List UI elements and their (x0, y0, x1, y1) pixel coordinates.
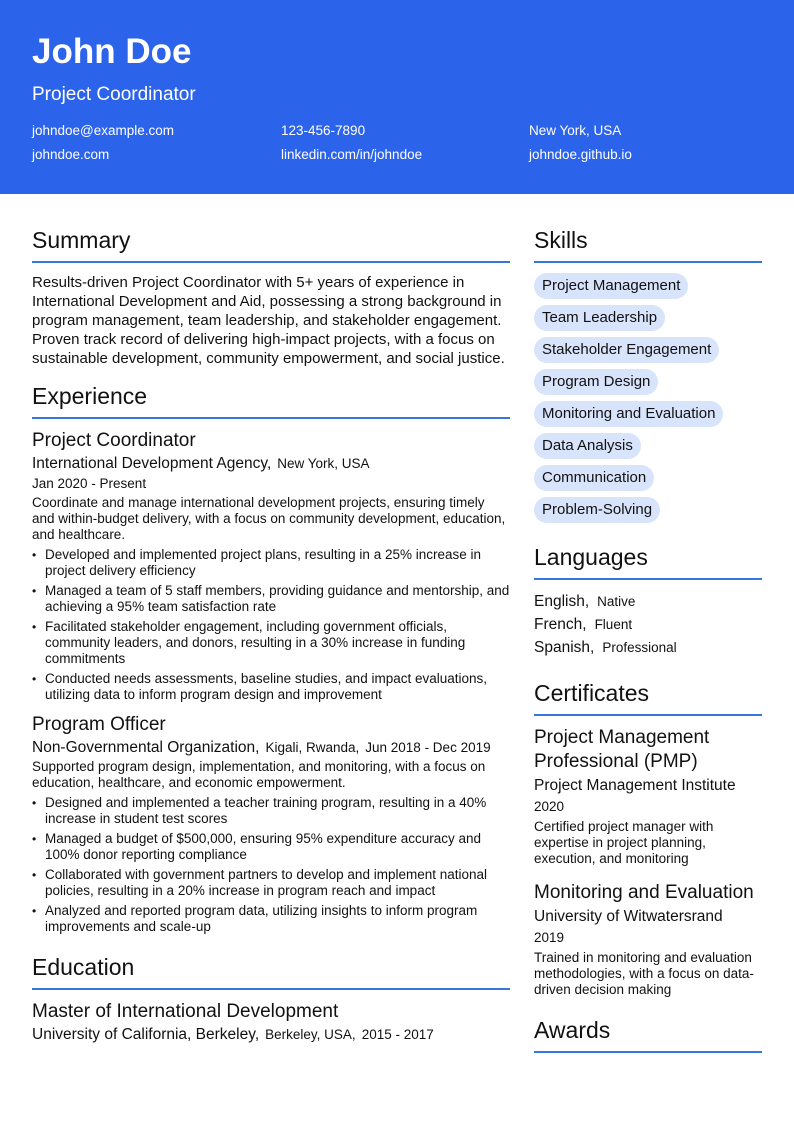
job-entry (32, 429, 510, 703)
education-meta (32, 1025, 510, 1044)
education-years: 2015 - 2017 (361, 1027, 434, 1042)
job-bullet: • Developed and implemented project plans, resulting in a 25% increase in project delivery efficiency (32, 547, 510, 579)
candidate-role: Project Coordinator (32, 84, 196, 105)
skill-chip: Team Leadership (534, 305, 665, 331)
languages-heading: Languages (534, 543, 762, 580)
certificate-name: Project Management Professional (PMP) (534, 727, 710, 772)
job-title: Project Coordinator (32, 430, 196, 451)
education-location: Berkeley, USA, (265, 1027, 356, 1042)
job-bullet: • Managed a budget of $500,000, ensuring 95% expenditure accuracy and 100% donor reporting compliance (32, 831, 510, 863)
job-bullet: • Conducted needs assessments, baseline studies, and impact evaluations, utilizing data to inform program design and improvement (32, 671, 510, 703)
skills-list (534, 273, 762, 529)
resume-header (0, 0, 794, 194)
skill-chip: Project Management (534, 273, 688, 299)
job-bullet: • Designed and implemented a teacher training program, resulting in a 40% increase in student test scores (32, 795, 510, 827)
contact-website[interactable]: johndoe.com (32, 147, 110, 162)
job-entry (32, 713, 510, 935)
language-name: English, (534, 593, 590, 610)
language-name: Spanish, (534, 639, 595, 656)
skill-chip: Problem-Solving (534, 497, 660, 523)
candidate-name: John Doe (32, 32, 192, 71)
certificate-entry (534, 726, 762, 867)
skill-chip: Monitoring and Evaluation (534, 401, 723, 427)
job-org: Non-Governmental Organization, (32, 739, 260, 756)
side-column (534, 226, 762, 1063)
skill-chip: Program Design (534, 369, 658, 395)
education-degree: Master of International Development (32, 1001, 339, 1022)
job-bullet: • Analyzed and reported program data, utilizing insights to inform program improvements and scale-up (32, 903, 510, 935)
certificate-year: 2019 (534, 930, 565, 945)
job-date: Jan 2020 - Present (32, 476, 147, 491)
certificate-entry (534, 881, 762, 998)
language-level: Professional (602, 640, 677, 655)
language-item (534, 590, 762, 613)
certificate-description: Trained in monitoring and evaluation methodologies, with a focus on data-driven decision making (534, 950, 754, 997)
skill-chip: Communication (534, 465, 654, 491)
language-item (534, 636, 762, 659)
contact-location: New York, USA (529, 123, 622, 138)
skill-chip: Stakeholder Engagement (534, 337, 719, 363)
job-bullets (32, 795, 510, 935)
job-org: International Development Agency, (32, 455, 272, 472)
awards-heading: Awards (534, 1016, 762, 1053)
skill-chip: Data Analysis (534, 433, 641, 459)
main-column (32, 226, 510, 1044)
education-school: University of California, Berkeley, (32, 1026, 260, 1043)
job-title: Program Officer (32, 714, 166, 735)
job-bullet: • Facilitated stakeholder engagement, including government officials, community leaders, and donors, resulting in a 30% increase in funding commitments (32, 619, 510, 667)
contact-phone[interactable]: 123-456-7890 (281, 123, 366, 138)
language-name: French, (534, 616, 587, 633)
certificate-year: 2020 (534, 799, 565, 814)
certificate-issuer: University of Witwatersrand (534, 908, 723, 925)
summary-heading: Summary (32, 226, 510, 263)
certificate-name: Monitoring and Evaluation (534, 882, 754, 903)
summary-text: Results-driven Project Coordinator with 5+ years of experience in International Development and Aid, possessing a strong background in program management, team leadership, and stakeholder engagement. Proven track record of delivering high-impact projects, with a focus on sustainable development, community empowerment, and social justice. (32, 274, 505, 367)
language-level: Native (597, 594, 636, 609)
skills-heading: Skills (534, 226, 762, 263)
job-description: Coordinate and manage international development projects, ensuring timely and within-budget delivery, with a focus on community development, education, and healthcare. (32, 495, 506, 542)
job-location: Kigali, Rwanda, (265, 740, 360, 755)
education-entry (32, 1000, 510, 1044)
job-meta (32, 454, 510, 473)
job-location: New York, USA (277, 456, 370, 471)
job-meta (32, 738, 510, 757)
certificate-issuer: Project Management Institute (534, 777, 736, 794)
language-item (534, 613, 762, 636)
job-date: Jun 2018 - Dec 2019 (365, 740, 491, 755)
job-bullet: • Managed a team of 5 staff members, providing guidance and mentorship, and achieving a 95% team satisfaction rate (32, 583, 510, 615)
experience-heading: Experience (32, 382, 510, 419)
education-heading: Education (32, 953, 510, 990)
contact-email[interactable]: johndoe@example.com (32, 123, 175, 138)
job-bullets (32, 547, 510, 703)
contact-linkedin[interactable]: linkedin.com/in/johndoe (281, 147, 423, 162)
job-description: Supported program design, implementation, and monitoring, with a focus on education, healthcare, and economic empowerment. (32, 759, 486, 790)
contact-github[interactable]: johndoe.github.io (529, 147, 632, 162)
certificates-heading: Certificates (534, 679, 762, 716)
language-level: Fluent (594, 617, 633, 632)
job-bullet: • Collaborated with government partners to develop and implement national policies, resulting in a 20% increase in program reach and impact (32, 867, 510, 899)
certificate-description: Certified project manager with expertise in project planning, execution, and monitoring (534, 819, 714, 866)
languages-list (534, 590, 762, 659)
